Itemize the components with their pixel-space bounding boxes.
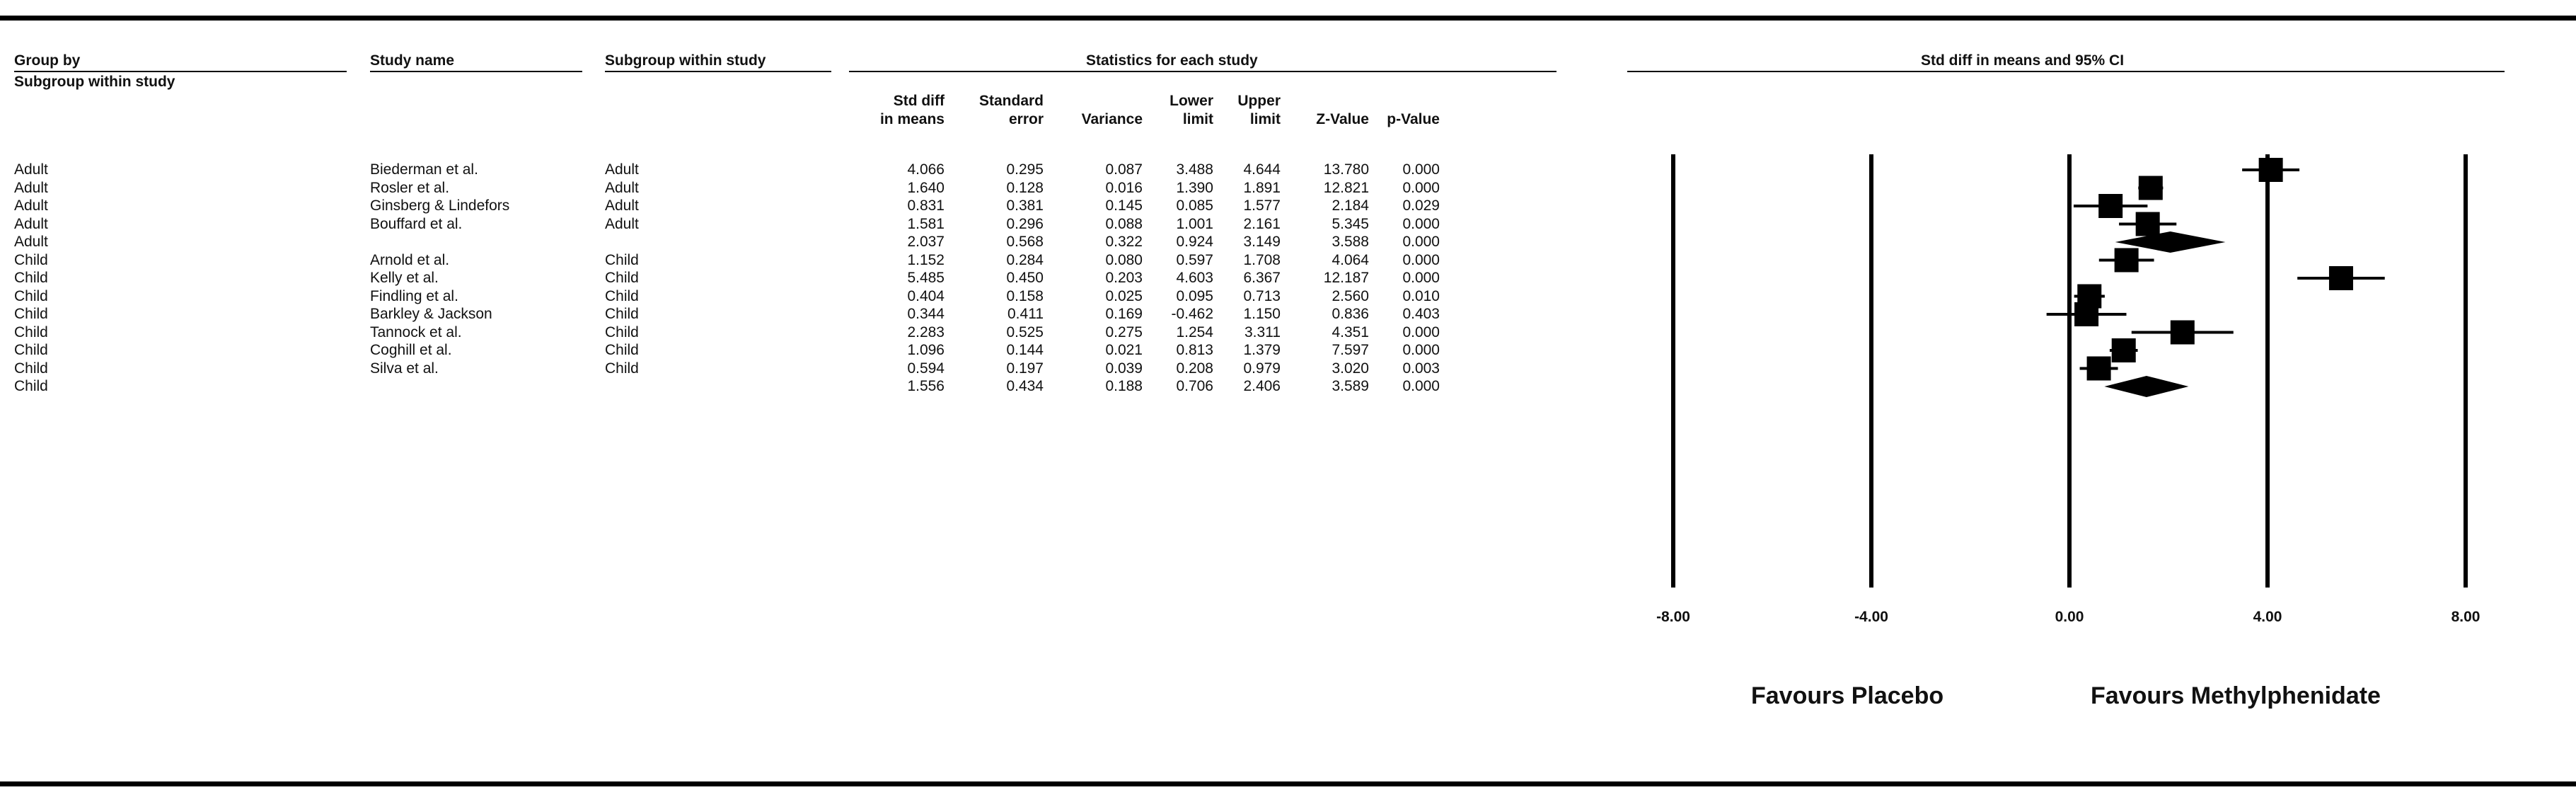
effect-marker: [2087, 357, 2111, 381]
cell-p-value: 0.000: [1402, 270, 1440, 286]
cell-lower-limit: 0.706: [1176, 378, 1213, 394]
cell-p-value: 0.000: [1402, 323, 1440, 340]
header-plot-title: Std diff in means and 95% CI: [1921, 52, 2125, 69]
cell-z-value: 4.064: [1332, 251, 1369, 268]
cell-group: Adult: [14, 234, 48, 250]
cell-p-value: 0.000: [1402, 251, 1440, 268]
cell-subgroup: Adult: [605, 215, 639, 232]
cell-lower-limit: 0.085: [1176, 197, 1213, 214]
favours-placebo-label: Favours Placebo: [1751, 682, 1944, 709]
cell-group: Child: [14, 378, 48, 394]
effect-marker: [2139, 176, 2163, 200]
cell-lower-limit: 1.254: [1176, 323, 1213, 340]
cell-std-diff: 1.096: [907, 342, 945, 358]
cell-z-value: 12.821: [1323, 179, 1369, 196]
cell-subgroup: Child: [605, 251, 639, 268]
cell-std-error: 0.284: [1006, 251, 1044, 268]
cell-upper-limit: 2.406: [1243, 378, 1281, 394]
header-statistics: Statistics for each study: [1086, 52, 1258, 69]
cell-group: Adult: [14, 197, 48, 214]
cell-variance: 0.203: [1105, 270, 1143, 286]
cell-group: Child: [14, 306, 48, 322]
cell-upper-limit: 1.577: [1243, 197, 1281, 214]
cell-lower-limit: 0.813: [1176, 342, 1213, 358]
col-p-value: p-Value: [1387, 111, 1440, 127]
cell-lower-limit: 4.603: [1176, 270, 1213, 286]
cell-group: Adult: [14, 161, 48, 178]
header-subgroup-within-study: Subgroup within study: [605, 52, 766, 69]
cell-subgroup: Child: [605, 342, 639, 358]
cell-group: Adult: [14, 215, 48, 232]
cell-group: Child: [14, 342, 48, 358]
cell-group: Child: [14, 323, 48, 340]
cell-study-name: Rosler et al.: [370, 179, 450, 196]
cell-upper-limit: 1.708: [1243, 251, 1281, 268]
cell-study-name: Bouffard et al.: [370, 215, 463, 232]
col-z-value: Z-Value: [1316, 111, 1369, 127]
cell-variance: 0.016: [1105, 179, 1143, 196]
cell-std-diff: 5.485: [907, 270, 945, 286]
cell-subgroup: Child: [605, 287, 639, 304]
cell-variance: 0.188: [1105, 378, 1143, 394]
cell-std-diff: 2.037: [907, 234, 945, 250]
cell-upper-limit: 4.644: [1243, 161, 1281, 178]
cell-upper-limit: 1.379: [1243, 342, 1281, 358]
cell-group: Child: [14, 251, 48, 268]
cell-p-value: 0.029: [1402, 197, 1440, 214]
cell-std-error: 0.158: [1006, 287, 1044, 304]
col-variance: Variance: [1081, 111, 1143, 127]
cell-std-diff: 0.344: [907, 306, 945, 322]
cell-variance: 0.039: [1105, 360, 1143, 377]
cell-upper-limit: 0.979: [1243, 360, 1281, 377]
cell-study-name: Ginsberg & Lindefors: [370, 197, 510, 214]
cell-p-value: 0.000: [1402, 378, 1440, 394]
cell-study-name: Barkley & Jackson: [370, 306, 492, 322]
cell-upper-limit: 0.713: [1243, 287, 1281, 304]
cell-z-value: 7.597: [1332, 342, 1369, 358]
cell-lower-limit: 0.208: [1176, 360, 1213, 377]
cell-std-error: 0.525: [1006, 323, 1044, 340]
cell-variance: 0.275: [1105, 323, 1143, 340]
cell-variance: 0.080: [1105, 251, 1143, 268]
cell-z-value: 3.020: [1332, 360, 1369, 377]
cell-study-name: Tannock et al.: [370, 323, 462, 340]
cell-lower-limit: 1.001: [1176, 215, 1213, 232]
cell-lower-limit: -0.462: [1171, 306, 1213, 322]
cell-subgroup: Adult: [605, 197, 639, 214]
cell-std-diff: 1.556: [907, 378, 945, 394]
cell-p-value: 0.010: [1402, 287, 1440, 304]
cell-p-value: 0.000: [1402, 215, 1440, 232]
cell-std-diff: 2.283: [907, 323, 945, 340]
col-lower-limit: Lower limit: [1169, 93, 1213, 127]
x-tick-label: 0.00: [2055, 609, 2084, 625]
col-std-diff: Std diff in means: [879, 93, 945, 127]
cell-subgroup: Child: [605, 323, 639, 340]
cell-z-value: 13.780: [1323, 161, 1369, 178]
header-group-by-sub: Subgroup within study: [14, 74, 175, 90]
cell-upper-limit: 3.149: [1243, 234, 1281, 250]
cell-z-value: 4.351: [1332, 323, 1369, 340]
cell-std-error: 0.381: [1006, 197, 1044, 214]
cell-z-value: 0.836: [1332, 306, 1369, 322]
effect-marker: [2112, 338, 2136, 362]
cell-lower-limit: 0.597: [1176, 251, 1213, 268]
cell-study-name: Arnold et al.: [370, 251, 450, 268]
cell-z-value: 3.589: [1332, 378, 1369, 394]
cell-study-name: Kelly et al.: [370, 270, 439, 286]
header-study-name: Study name: [370, 52, 455, 69]
cell-z-value: 3.588: [1332, 234, 1369, 250]
col-upper-limit: Upper limit: [1237, 93, 1281, 127]
cell-std-diff: 4.066: [907, 161, 945, 178]
cell-std-error: 0.450: [1006, 270, 1044, 286]
cell-std-diff: 1.152: [907, 251, 945, 268]
cell-lower-limit: 3.488: [1176, 161, 1213, 178]
favours-methylphenidate-label: Favours Methylphenidate: [2091, 682, 2381, 709]
x-tick-label: 4.00: [2253, 609, 2282, 625]
summary-diamond: [2104, 376, 2188, 397]
cell-variance: 0.088: [1105, 215, 1143, 232]
cell-group: Adult: [14, 179, 48, 196]
cell-lower-limit: 0.924: [1176, 234, 1213, 250]
cell-p-value: 0.000: [1402, 179, 1440, 196]
cell-std-diff: 0.404: [907, 287, 945, 304]
cell-z-value: 2.184: [1332, 197, 1369, 214]
cell-std-diff: 0.831: [907, 197, 945, 214]
cell-std-error: 0.296: [1006, 215, 1044, 232]
x-tick-label: -4.00: [1854, 609, 1888, 625]
cell-upper-limit: 1.150: [1243, 306, 1281, 322]
cell-std-diff: 1.640: [907, 179, 945, 196]
cell-std-diff: 1.581: [907, 215, 945, 232]
effect-marker: [2115, 248, 2139, 273]
cell-upper-limit: 1.891: [1243, 179, 1281, 196]
cell-std-diff: 0.594: [907, 360, 945, 377]
cell-p-value: 0.000: [1402, 161, 1440, 178]
cell-lower-limit: 0.095: [1176, 287, 1213, 304]
x-tick-label: -8.00: [1656, 609, 1690, 625]
cell-p-value: 0.000: [1402, 342, 1440, 358]
effect-marker: [2136, 212, 2160, 236]
effect-marker: [2329, 266, 2353, 290]
cell-z-value: 5.345: [1332, 215, 1369, 232]
cell-upper-limit: 3.311: [1244, 323, 1281, 340]
effect-marker: [2098, 194, 2122, 218]
cell-p-value: 0.000: [1402, 234, 1440, 250]
cell-study-name: Findling et al.: [370, 287, 458, 304]
cell-variance: 0.322: [1105, 234, 1143, 250]
cell-subgroup: Child: [605, 360, 639, 377]
cell-group: Child: [14, 270, 48, 286]
cell-std-error: 0.434: [1006, 378, 1044, 394]
cell-z-value: 12.187: [1323, 270, 1369, 286]
x-tick-label: 8.00: [2451, 609, 2480, 625]
cell-variance: 0.087: [1105, 161, 1143, 178]
effect-marker: [2074, 302, 2098, 326]
cell-p-value: 0.003: [1402, 360, 1440, 377]
header-group-by: Group by: [14, 52, 81, 69]
cell-upper-limit: 2.161: [1243, 215, 1281, 232]
cell-group: Child: [14, 287, 48, 304]
cell-subgroup: Adult: [605, 179, 639, 196]
cell-study-name: Coghill et al.: [370, 342, 452, 358]
cell-std-error: 0.197: [1006, 360, 1044, 377]
cell-variance: 0.169: [1105, 306, 1143, 322]
cell-study-name: Biederman et al.: [370, 161, 478, 178]
cell-variance: 0.025: [1105, 287, 1143, 304]
cell-std-error: 0.144: [1006, 342, 1044, 358]
cell-subgroup: Child: [605, 306, 639, 322]
cell-lower-limit: 1.390: [1176, 179, 1213, 196]
cell-study-name: Silva et al.: [370, 360, 439, 377]
cell-p-value: 0.403: [1402, 306, 1440, 322]
cell-std-error: 0.128: [1006, 179, 1044, 196]
cell-variance: 0.021: [1105, 342, 1143, 358]
cell-variance: 0.145: [1105, 197, 1143, 214]
cell-upper-limit: 6.367: [1243, 270, 1281, 286]
effect-marker: [2259, 158, 2283, 182]
cell-z-value: 2.560: [1332, 287, 1369, 304]
col-std-error: Standard error: [978, 93, 1044, 127]
cell-std-error: 0.568: [1006, 234, 1044, 250]
cell-std-error: 0.411: [1007, 306, 1044, 322]
cell-subgroup: Child: [605, 270, 639, 286]
cell-group: Child: [14, 360, 48, 377]
cell-subgroup: Adult: [605, 161, 639, 178]
cell-std-error: 0.295: [1006, 161, 1044, 178]
effect-marker: [2171, 321, 2195, 345]
